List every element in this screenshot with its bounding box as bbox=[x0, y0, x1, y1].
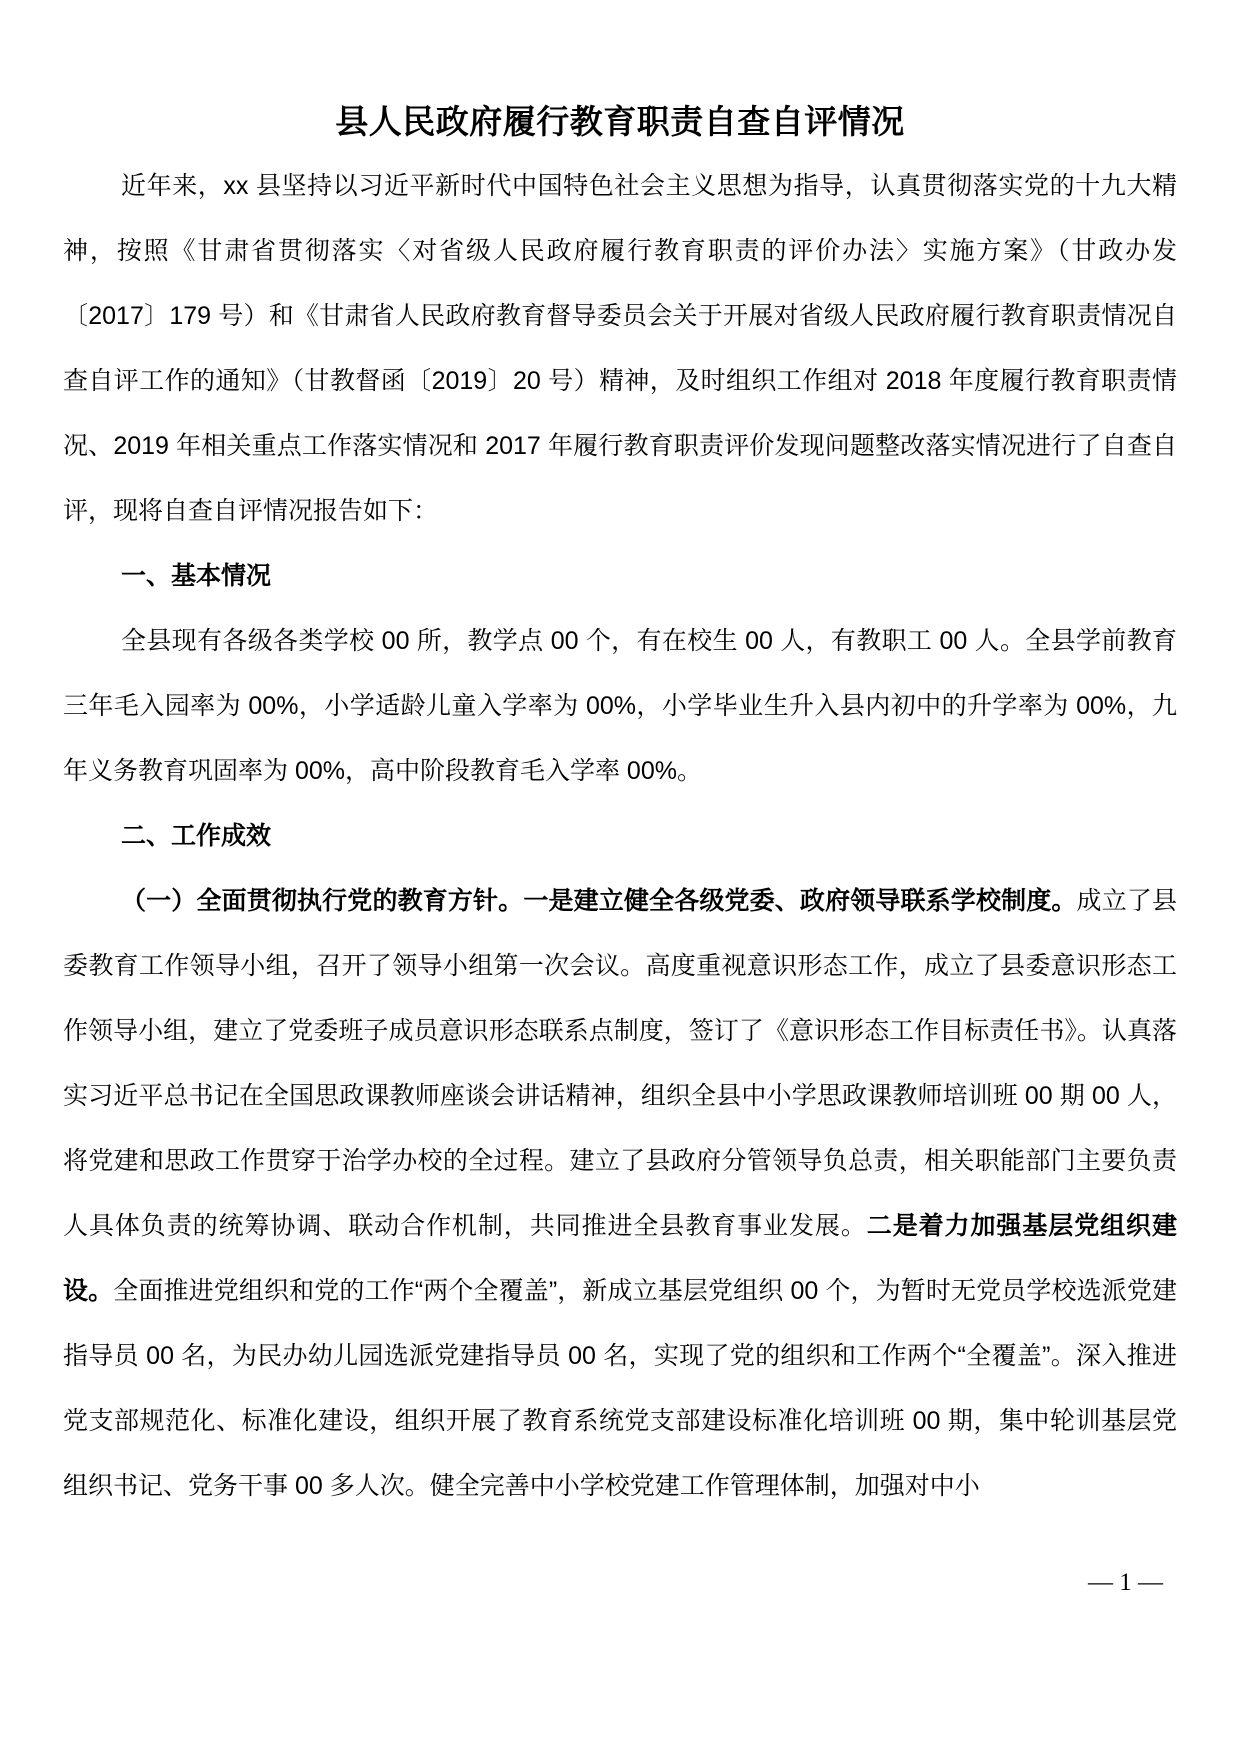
run-bold-education-policy: （一）全面贯彻执行党的教育方针。一是建立健全各级党委、政府领导联系学校制度。 bbox=[121, 887, 1077, 915]
page-number: — 1 — bbox=[1088, 1569, 1163, 1596]
paragraph-work-results bbox=[63, 869, 1177, 1519]
run-bold-party-organization: 二是着力加强基层党组织建设。 bbox=[63, 1212, 1177, 1305]
heading-basic-info: 一、基本情况 bbox=[121, 562, 272, 590]
run-text-leading-group: 成立了县委教育工作领导小组，召开了领导小组第一次会议。高度重视意识形态工作，成立了县委意识形态工作领导小组，建立了党委班子成员意识形态联系点制度，签订了《意识形态工作目标责任书》。认真落实习近平总书记在全国思政课教师座谈会讲话精神，组织全县中小学思政课教师培训班 00 期 00 人，将党建和思政工作贯穿于治学办校的全过程。建立了县政府分管领导负总责，相关职能部门主要负责人具体负责的统筹协调、联动合作机制，共同推进全县教育事业发展。 bbox=[63, 887, 1177, 1240]
document-title: 县人民政府履行教育职责自查自评情况 bbox=[335, 103, 905, 140]
paragraph-intro: 近年来，xx 县坚持以习近平新时代中国特色社会主义思想为指导，认真贯彻落实党的十九大精神，按照《甘肃省贯彻落实〈对省级人民政府履行教育职责的评价办法〉实施方案》（甘政办发〔2017〕179 号）和《甘肃省人民政府教育督导委员会关于开展对省级人民政府履行教育职责情况自查自评工作的通知》（甘教督函〔2019〕20 号）精神，及时组织工作组对 2018 年度履行教育职责情况、2019 年相关重点工作落实情况和 2017 年履行教育职责评价发现问题整改落实情况进行了自查自评，现将自查自评情况报告如下： bbox=[63, 172, 1177, 525]
run-text-party-coverage: 全面推进党组织和党的工作“两个全覆盖”，新成立基层党组织 00 个，为暂时无党员学校选派党建指导员 00 名，为民办幼儿园选派党建指导员 00 名，实现了党的组织和工作两个“全覆盖”。深入推进党支部规范化、标准化建设，组织开展了教育系统党支部建设标准化培训班 00 期，集中轮训基层党组织书记、党务干事 00 多人次。健全完善中小学校党建工作管理体制，加强对中小 bbox=[63, 1277, 1177, 1500]
heading-work-results: 二、工作成效 bbox=[121, 822, 272, 850]
paragraph-basic-info: 全县现有各级各类学校 00 所，教学点 00 个，有在校生 00 人，有教职工 00 人。全县学前教育三年毛入园率为 00%，小学适龄儿童入学率为 00%，小学毕业生升入县内初中的升学率为 00%，九年义务教育巩固率为 00%，高中阶段教育毛入学率 00%。 bbox=[63, 627, 1177, 785]
